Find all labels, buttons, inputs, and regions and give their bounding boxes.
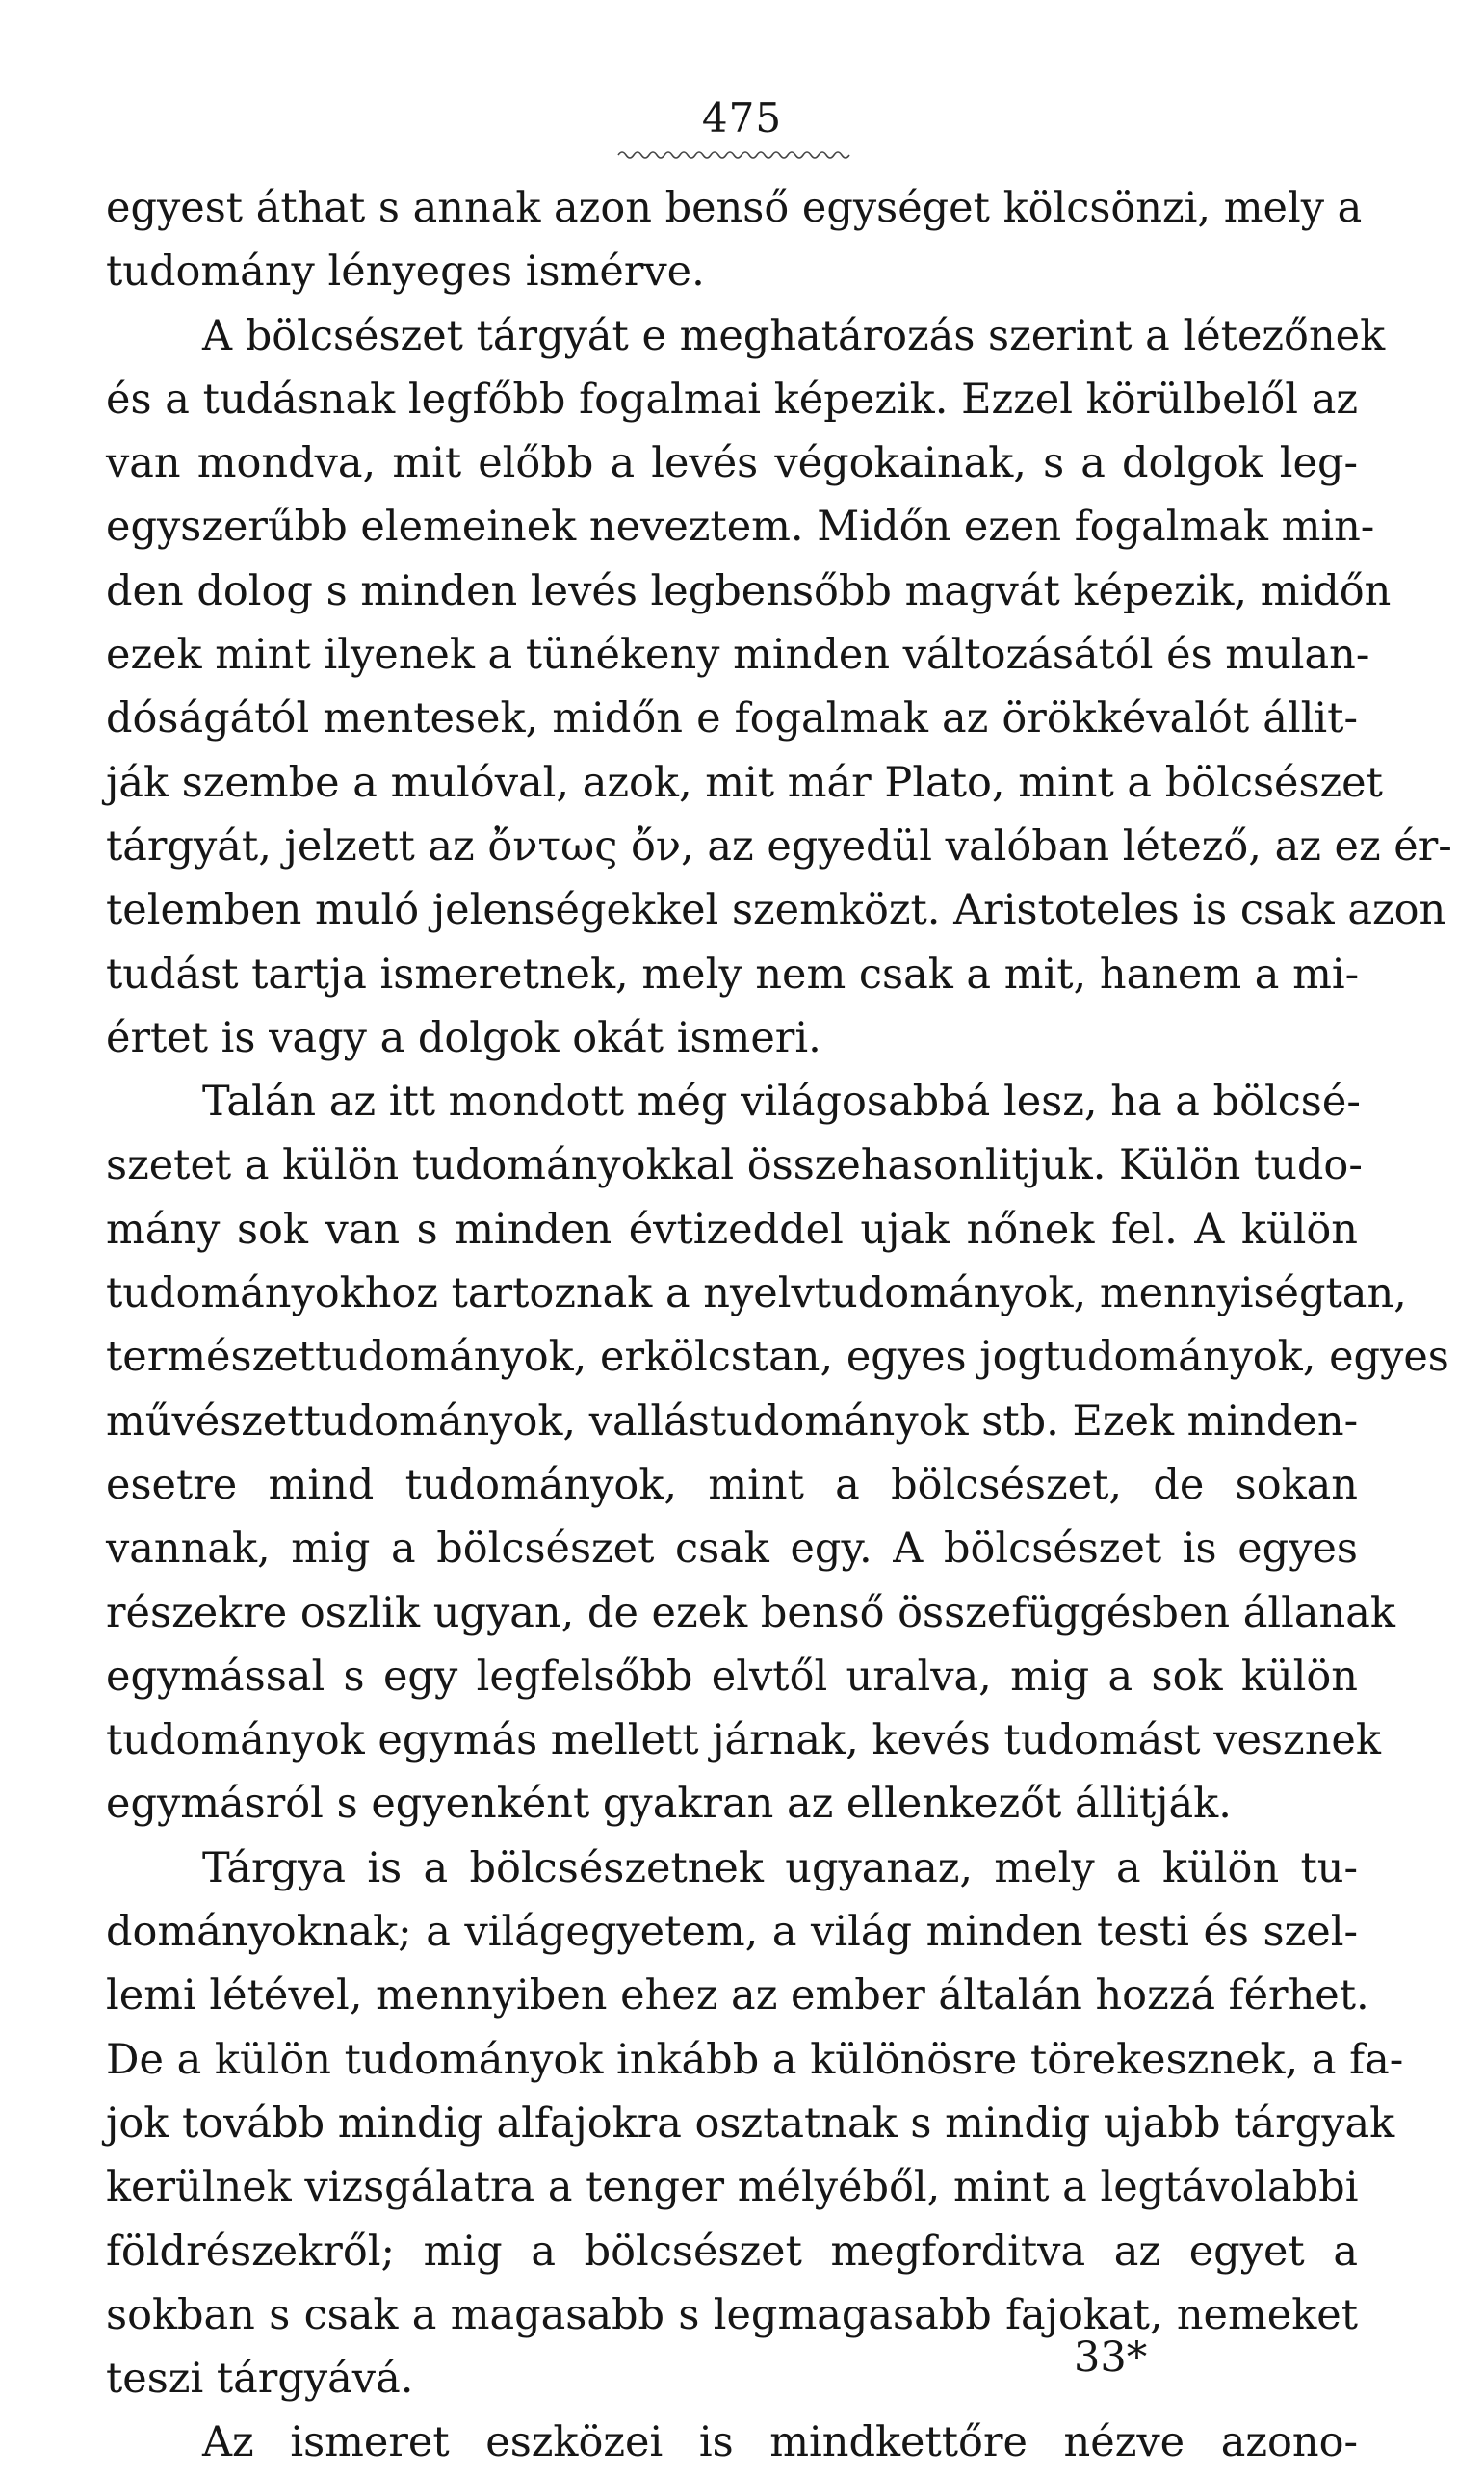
text-line: tárgyát, jelzett az ὄντως ὄν, az egyedül valóban létező, az ez ér- [106,821,1452,871]
text-line: den dolog s minden levés legbensőbb magvát képezik, midőn [106,566,1392,615]
text-line: esetre mind tudományok, mint a bölcsészet, de sokan [106,1460,1358,1509]
ornamental-rule [616,148,857,162]
text-line: De a külön tudományok inkább a különösre törekesznek, a fa- [106,2035,1404,2084]
text-line: tudományok egymás mellett járnak, kevés tudomást vesznek [106,1716,1381,1765]
text-line: szetet a külön tudományokkal összehasonlitjuk. Külön tudo- [106,1141,1363,1190]
page-number: 475 [701,94,783,142]
text-line: tudományokhoz tartoznak a nyelvtudományok, mennyiségtan, [106,1269,1407,1318]
text-line: jok tovább mindig alfajokra osztatnak s mindig ujabb tárgyak [106,2098,1395,2148]
text-line: tudomány lényeges ismérve. [106,248,705,297]
signature-mark: 33* [1074,2333,1148,2382]
text-line: egyszerűbb elemeinek neveztem. Midőn ezen fogalmak min- [106,503,1375,552]
text-line: földrészekről; mig a bölcsészet megforditva az egyet a [106,2227,1358,2276]
text-line: telemben muló jelenségekkel szemközt. Aristoteles is csak azon [106,886,1446,935]
text-line: van mondva, mit előbb a levés végokainak, s a dolgok leg- [106,439,1358,488]
text-line: Tárgya is a bölcsészetnek ugyanaz, mely a külön tu- [202,1843,1358,1892]
text-line: tudást tartja ismeretnek, mely nem csak a mit, hanem a mi- [106,950,1360,999]
text-line: ezek mint ilyenek a tünékeny minden változásától és mulan- [106,631,1370,680]
text-line: egyest áthat s annak azon benső egységet kölcsönzi, mely a [106,184,1363,232]
text-line: részekre oszlik ugyan, de ezek benső összefüggésben állanak [106,1588,1395,1637]
text-line: kerülnek vizsgálatra a tenger mélyéből, mint a legtávolabbi [106,2163,1359,2212]
text-line: teszi tárgyává. [106,2355,414,2404]
text-line: sokban s csak a magasabb s legmagasabb fajokat, nemeket [106,2290,1358,2339]
text-line: dományoknak; a világegyetem, a világ minden testi és szel- [106,1908,1358,1957]
text-line: és a tudásnak legfőbb fogalmai képezik. Ezzel körülbelől az [106,375,1358,424]
text-line: Az ismeret eszközei is mindkettőre nézve azono- [202,2418,1358,2467]
text-line: művészettudományok, vallástudományok stb. Ezek minden- [106,1396,1359,1446]
text-line: ják szembe a mulóval, azok, mit már Plato, mint a bölcsészet [106,758,1383,807]
text-line: lemi létével, mennyiben ehez az ember általán hozzá férhet. [106,1971,1369,2020]
text-line: értet is vagy a dolgok okát ismeri. [106,1013,821,1062]
text-line: vannak, mig a bölcsészet csak egy. A bölcsészet is egyes [106,1525,1358,1574]
text-line: mány sok van s minden évtizeddel ujak nőnek fel. A külön [106,1205,1358,1254]
text-line: egymásról s egyenként gyakran az ellenkezőt állitják. [106,1780,1232,1829]
text-line: természettudományok, erkölcstan, egyes jogtudományok, egyes [106,1333,1449,1382]
body-text [106,176,1452,2475]
text-line: dóságától mentesek, midőn e fogalmak az örökkévalót állit- [106,694,1358,743]
text-line: A bölcsészet tárgyát e meghatározás szerint a létezőnek [202,311,1386,360]
text-line: egymással s egy legfelsőbb elvtől uralva, mig a sok külön [106,1652,1358,1701]
text-line: Talán az itt mondott még világosabbá lesz, ha a bölcsé- [202,1078,1361,1127]
